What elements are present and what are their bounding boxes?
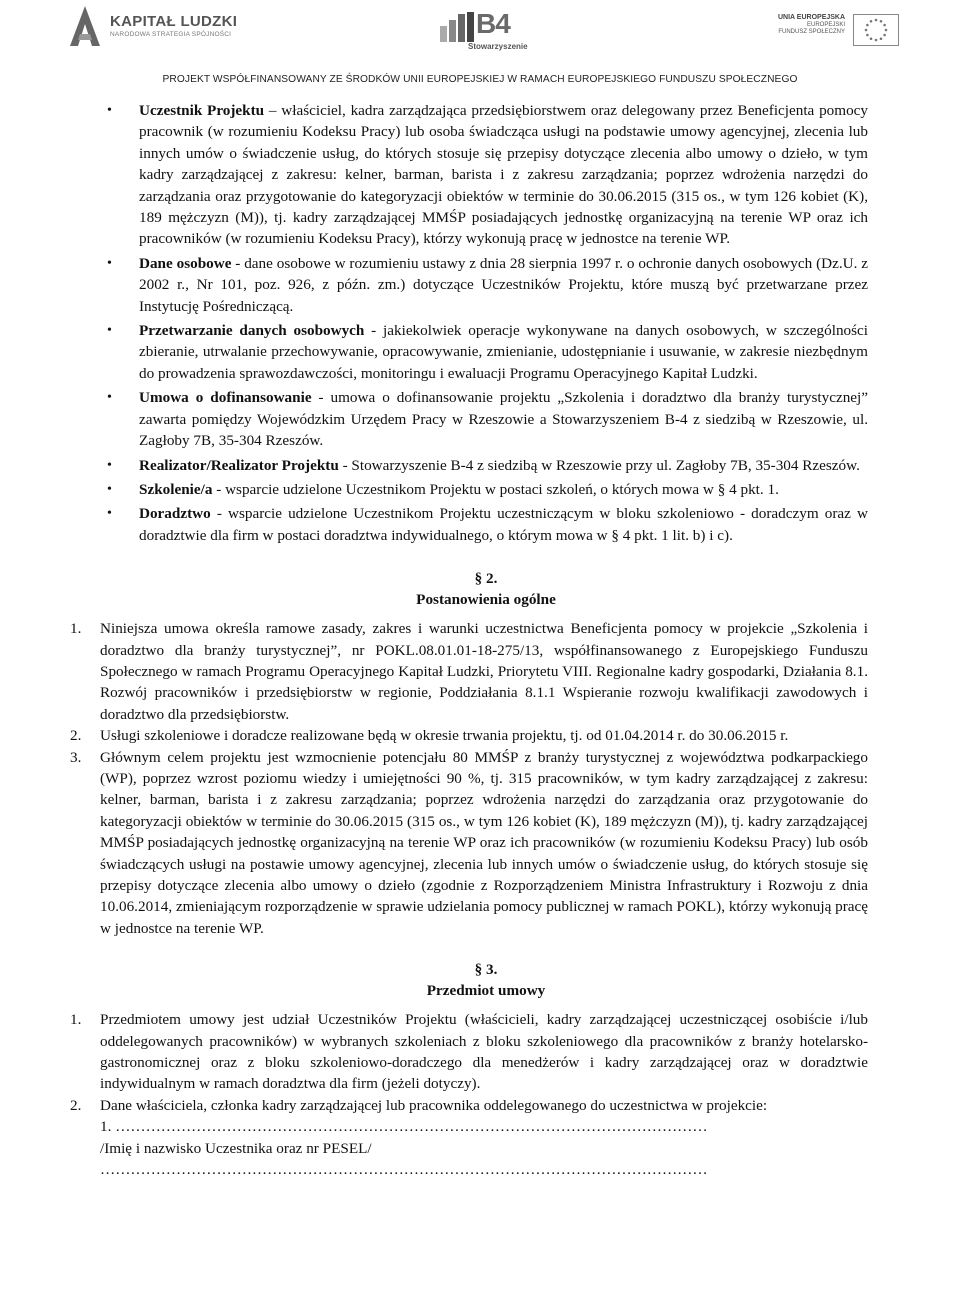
definition-term: Dane osobowe [139, 254, 232, 272]
section-title: Przedmiot umowy [426, 982, 546, 1000]
kapital-ludzki-logo [68, 4, 237, 48]
definition-text: - wsparcie udzielone Uczestnikom Projektu uczestniczącym w bloku szkoleniowo - doradczym oraz w doradztwie dla firm w postaci doradztwa indywidualnego, o którym mowa w § 4 pkt. 1 lit. b) i c). [139, 505, 868, 544]
numbered-item [70, 618, 868, 725]
document-body [70, 100, 868, 1180]
fill-in-label: /Imię i nazwisko Uczestnika oraz nr PESEL/ [100, 1139, 372, 1157]
eu-subtitle-2: FUNDUSZ SPOŁECZNY [778, 28, 846, 35]
numbered-item [70, 747, 868, 940]
section-3-list [70, 1009, 868, 1180]
b4-logo [440, 8, 528, 52]
section-3-heading [104, 959, 868, 1001]
page-header [0, 0, 960, 92]
definition-item [104, 479, 868, 500]
eu-logo [778, 14, 899, 46]
item-text: Niniejsza umowa określa ramowe zasady, zakres i warunki uczestnictwa Beneficjenta pomocy w projekcie „Szkolenia i doradztwo dla branży turystycznej”, nr POKL.08.01.01-18-275/13, współfinansowanego z Europejskiego Funduszu Społecznego w ramach Programu Operacyjnego Kapitał Ludzki, Priorytetu VIII. Regionalne kadry gospodarki, Działania 8.1. Rozwój pracowników i przedsiębiorstw w regionie, Poddziałania 8.1.1 Wspieranie rozwoju kwalifikacji zawodowych i doradztwo dla przedsiębiorstw. [100, 620, 868, 723]
b4-title: B4 [476, 8, 510, 39]
b4-subtitle: Stowarzyszenie [468, 42, 528, 51]
definition-item [104, 100, 868, 250]
definition-item [104, 387, 868, 451]
definition-term: Szkolenie/a [139, 480, 213, 498]
definition-text: – właściciel, kadra zarządzająca przedsiębiorstwem oraz delegowany przez Beneficjenta pomocy pracownik (w rozumieniu Kodeksu Pracy) lub osoba świadcząca usługi na podstawie umowy agencyjnej, zlecenia lub innych umów o świadczenie usług, do których stosuje się przepisy dotyczące zlecenia albo umowy o dzieło, w tym kadry zarządzającej z zakresu: kelner, barman, barista i z zakresu zarządzania; poprzez wdrożenia narzędzi do zarządzania oraz przygotowanie do kategoryzacji obiektów w terminie do 30.06.2015 (315 os., w tym 126 kobiet (K), 189 mężczyzn (M)), tj. kadry zarządzającej MMŚP posiadających jednostkę organizacyjną na terenie WP oraz ich pracowników (w rozumieniu Kodeksu Pracy), którzy wykonują pracę w jednostce na terenie WP. [139, 102, 868, 248]
item-text: Głównym celem projektu jest wzmocnienie potencjału 80 MMŚP z branży turystycznej z województwa podkarpackiego (WP), poprzez wzrost poziomu wiedzy i umiejętności 90 %, tj. 315 pracowników, w tym kadry zarządzającej z zakresu: kelner, barman, barista i z zakresu zarządzania; poprzez wdrożenia narzędzi do zarządzania oraz przygotowanie do kategoryzacji obiektów w terminie do 30.06.2015 (315 os., w tym 126 kobiet (K), 189 mężczyzn (M)), tj. kadry zarządzającej MMŚP posiadających jednostkę organizacyjną na terenie WP oraz ich pracowników (w rozumieniu Kodeksu Pracy) lub osób świadczących usługi na postawie umowy agencyjnej, zlecenia lub innych umów o świadczenie usług, do których stosuje się przepisy dotyczące zlecenia albo umowy o dzieło (zgodnie z Rozporządzeniem Ministra Infrastruktury i Rozwoju z dnia 10.06.2014, zmieniającym rozporządzenie w sprawie udzielania pomocy publicznej w ramach POKL), którzy wykonują pracę w jednostce na terenie WP. [100, 748, 868, 937]
eu-flag-icon [853, 14, 899, 46]
definition-term: Doradztwo [139, 505, 211, 523]
definition-item [104, 503, 868, 546]
numbered-item [70, 1009, 868, 1095]
bullet-icon: • [107, 255, 112, 271]
definition-text: - jakiekolwiek operacje wykonywane na danych osobowych, w szczególności zbieranie, utrwalanie przechowywanie, opracowywanie, zmienianie, udostępnianie i usuwanie, w zakresie niezbędnym do prowadzenia sprawozdawczości, monitoringu i ewaluacji Programu Operacyjnego Kapitał Ludzki. [139, 322, 868, 382]
item-number: 2. [70, 1096, 82, 1114]
item-number: 1. [70, 1011, 82, 1029]
fill-in-line: ………………………………………………………………………………………………………… [100, 1161, 708, 1179]
project-cofinancing-line: PROJEKT WSPÓŁFINANSOWANY ZE ŚRODKÓW UNII EUROPEJSKIEJ W RAMACH EUROPEJSKIEGO FUNDUSZU SPOŁECZNEGO [162, 74, 798, 85]
definition-term: Realizator/Realizator Projektu [139, 456, 339, 474]
bullet-icon: • [107, 481, 112, 497]
definition-item [104, 253, 868, 317]
kapital-ludzki-subtitle: NARODOWA STRATEGIA SPÓJNOŚCI [110, 30, 232, 38]
definition-term: Uczestnik Projektu [139, 102, 265, 119]
eu-subtitle-1: EUROPEJSKI [807, 22, 846, 29]
definition-term: Przetwarzanie danych osobowych [139, 322, 365, 340]
b4-bars-icon [440, 12, 474, 42]
numbered-item [70, 725, 868, 746]
section-2-heading [104, 568, 868, 610]
bullet-icon: • [107, 457, 112, 473]
item-text: Usługi szkoleniowe i doradcze realizowane będą w okresie trwania projektu, tj. od 01.04.2014 r. do 30.06.2015 r. [100, 727, 789, 745]
kapital-ludzki-emblem-icon [68, 4, 102, 48]
section-2-list [70, 618, 868, 939]
fill-in-line: 1. ……………………………………………………………………………………………………… [100, 1118, 708, 1136]
numbered-item [70, 1095, 868, 1181]
definition-item [104, 455, 868, 476]
item-number: 1. [70, 620, 82, 638]
definition-text: - dane osobowe w rozumieniu ustawy z dnia 28 sierpnia 1997 r. o ochronie danych osobowych (Dz.U. z 2002 r., Nr 101, poz. 926, z późn. zm.) dotyczące Uczestników Projektu, które muszą być przetwarzane przez Instytucję Pośredniczącą. [139, 254, 868, 315]
section-title: Postanowienia ogólne [416, 591, 556, 609]
section-number: § 2. [474, 570, 498, 588]
item-number: 2. [70, 727, 82, 745]
bullet-icon: • [107, 103, 112, 118]
kapital-ludzki-title: KAPITAŁ LUDZKI [110, 12, 238, 30]
definition-text: - Stowarzyszenie B-4 z siedzibą w Rzeszowie przy ul. Zagłoby 7B, 35-304 Rzeszów. [338, 456, 860, 474]
definitions-list [104, 100, 868, 546]
section-number: § 3. [474, 961, 498, 979]
bullet-icon: • [107, 506, 112, 522]
eu-title: UNIA EUROPEJSKA [778, 14, 846, 21]
definition-text: - umowa o dofinansowanie projektu „Szkolenia i doradztwo dla branży turystycznej” zawarta pomiędzy Wojewódzkim Urzędem Pracy w Rzeszowie a Stowarzyszeniem B-4 z siedzibą w Rzeszowie, ul. Zagłoby 7B, 35-304 Rzeszów. [139, 389, 868, 450]
definition-text: - wsparcie udzielone Uczestnikom Projektu w postaci szkoleń, o których mowa w § 4 pkt. 1. [212, 480, 779, 498]
bullet-icon: • [107, 390, 112, 406]
item-number: 3. [70, 748, 82, 766]
definition-term: Umowa o dofinansowanie [139, 389, 312, 407]
item-text: Dane właściciela, członka kadry zarządzającej lub pracownika oddelegowanego do uczestnictwa w projekcie: [100, 1096, 768, 1114]
item-text: Przedmiotem umowy jest udział Uczestników Projektu (właścicieli, kadry zarządzającej uczestniczącej osobiście i/lub oddelegowanych pracowników) w wybranych szkoleniach z bloku szkoleniowego dla pracowników z branży hotelarsko-gastronomicznej oraz z bloku szkoleniowo-doradczego dla menedżerów i kadry zarządzającej oraz w doradztwie indywidualnym w ramach doradztwa dla firm (jeżeli dotyczy). [100, 1011, 868, 1093]
definition-item [104, 320, 868, 384]
bullet-icon: • [107, 323, 112, 339]
